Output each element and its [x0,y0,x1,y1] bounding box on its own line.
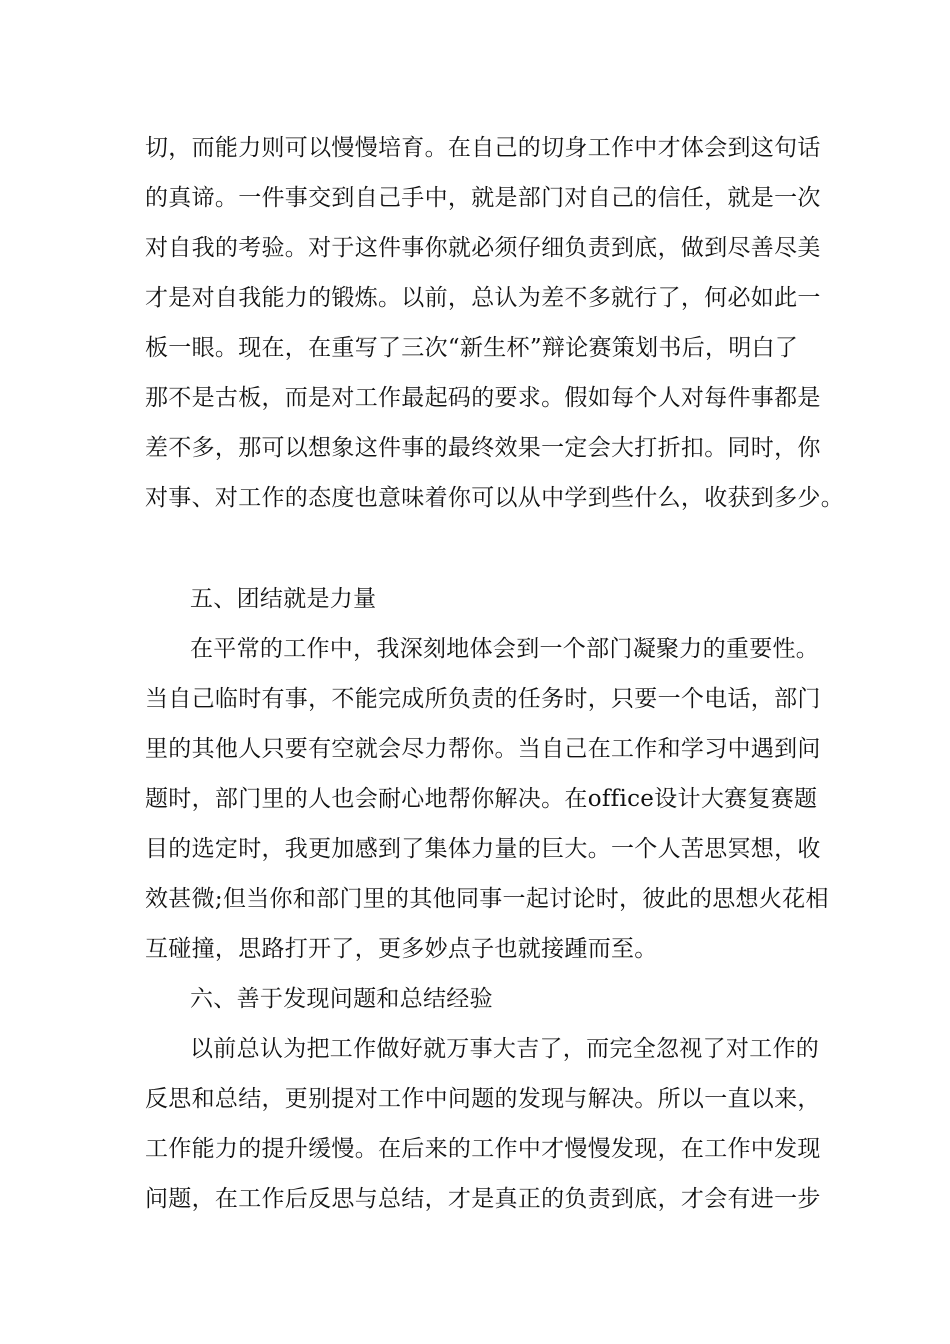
body-text-line: 切，而能力则可以慢慢培育。在自己的切身工作中才体会到这句话 [145,135,821,161]
body-text-line: 在平常的工作中，我深刻地体会到一个部门凝聚力的重要性。 [190,636,820,662]
body-text-line: 当自己临时有事，不能完成所负责的任务时，只要一个电话，部门 [145,686,821,712]
body-text-line: 工作能力的提升缓慢。在后来的工作中才慢慢发现，在工作中发现 [145,1136,821,1162]
body-text-line: 的真谛。一件事交到自己手中，就是部门对自己的信任，就是一次 [145,185,821,211]
body-text-line: 互碰撞，思路打开了，更多妙点子也就接踵而至。 [145,936,658,962]
body-text-line: 反思和总结，更别提对工作中问题的发现与解决。所以一直以来， [145,1086,821,1112]
body-text-line: 那不是古板，而是对工作最起码的要求。假如每个人对每件事都是 [145,385,821,411]
body-text-line: 才是对自我能力的锻炼。以前，总认为差不多就行了，何必如此一 [145,285,821,311]
section-heading: 六、善于发现问题和总结经验 [190,986,493,1012]
body-text-line: 以前总认为把工作做好就万事大吉了，而完全忽视了对工作的 [190,1036,820,1062]
body-text-line: 问题，在工作后反思与总结，才是真正的负责到底，才会有进一步 [145,1186,821,1212]
body-text-line: 效甚微;但当你和部门里的其他同事一起讨论时，彼此的思想火花相 [145,886,829,912]
body-text-line: 对事、对工作的态度也意味着你可以从中学到些什么，收获到多少。 [145,485,844,511]
body-text-line: 题时，部门里的人也会耐心地帮你解决。在office设计大赛复赛题 [145,786,818,812]
body-text-line: 里的其他人只要有空就会尽力帮你。当自己在工作和学习中遇到问 [145,736,821,762]
body-text-line: 差不多，那可以想象这件事的最终效果一定会大打折扣。同时，你 [145,435,821,461]
section-heading: 五、团结就是力量 [190,586,377,612]
body-text-line: 对自我的考验。对于这件事你就必须仔细负责到底，做到尽善尽美 [145,235,821,261]
body-text-line: 板一眼。现在，在重写了三次“新生杯”辩论赛策划书后，明白了 [145,335,799,361]
body-text-line: 目的选定时，我更加感到了集体力量的巨大。一个人苦思冥想，收 [145,836,821,862]
